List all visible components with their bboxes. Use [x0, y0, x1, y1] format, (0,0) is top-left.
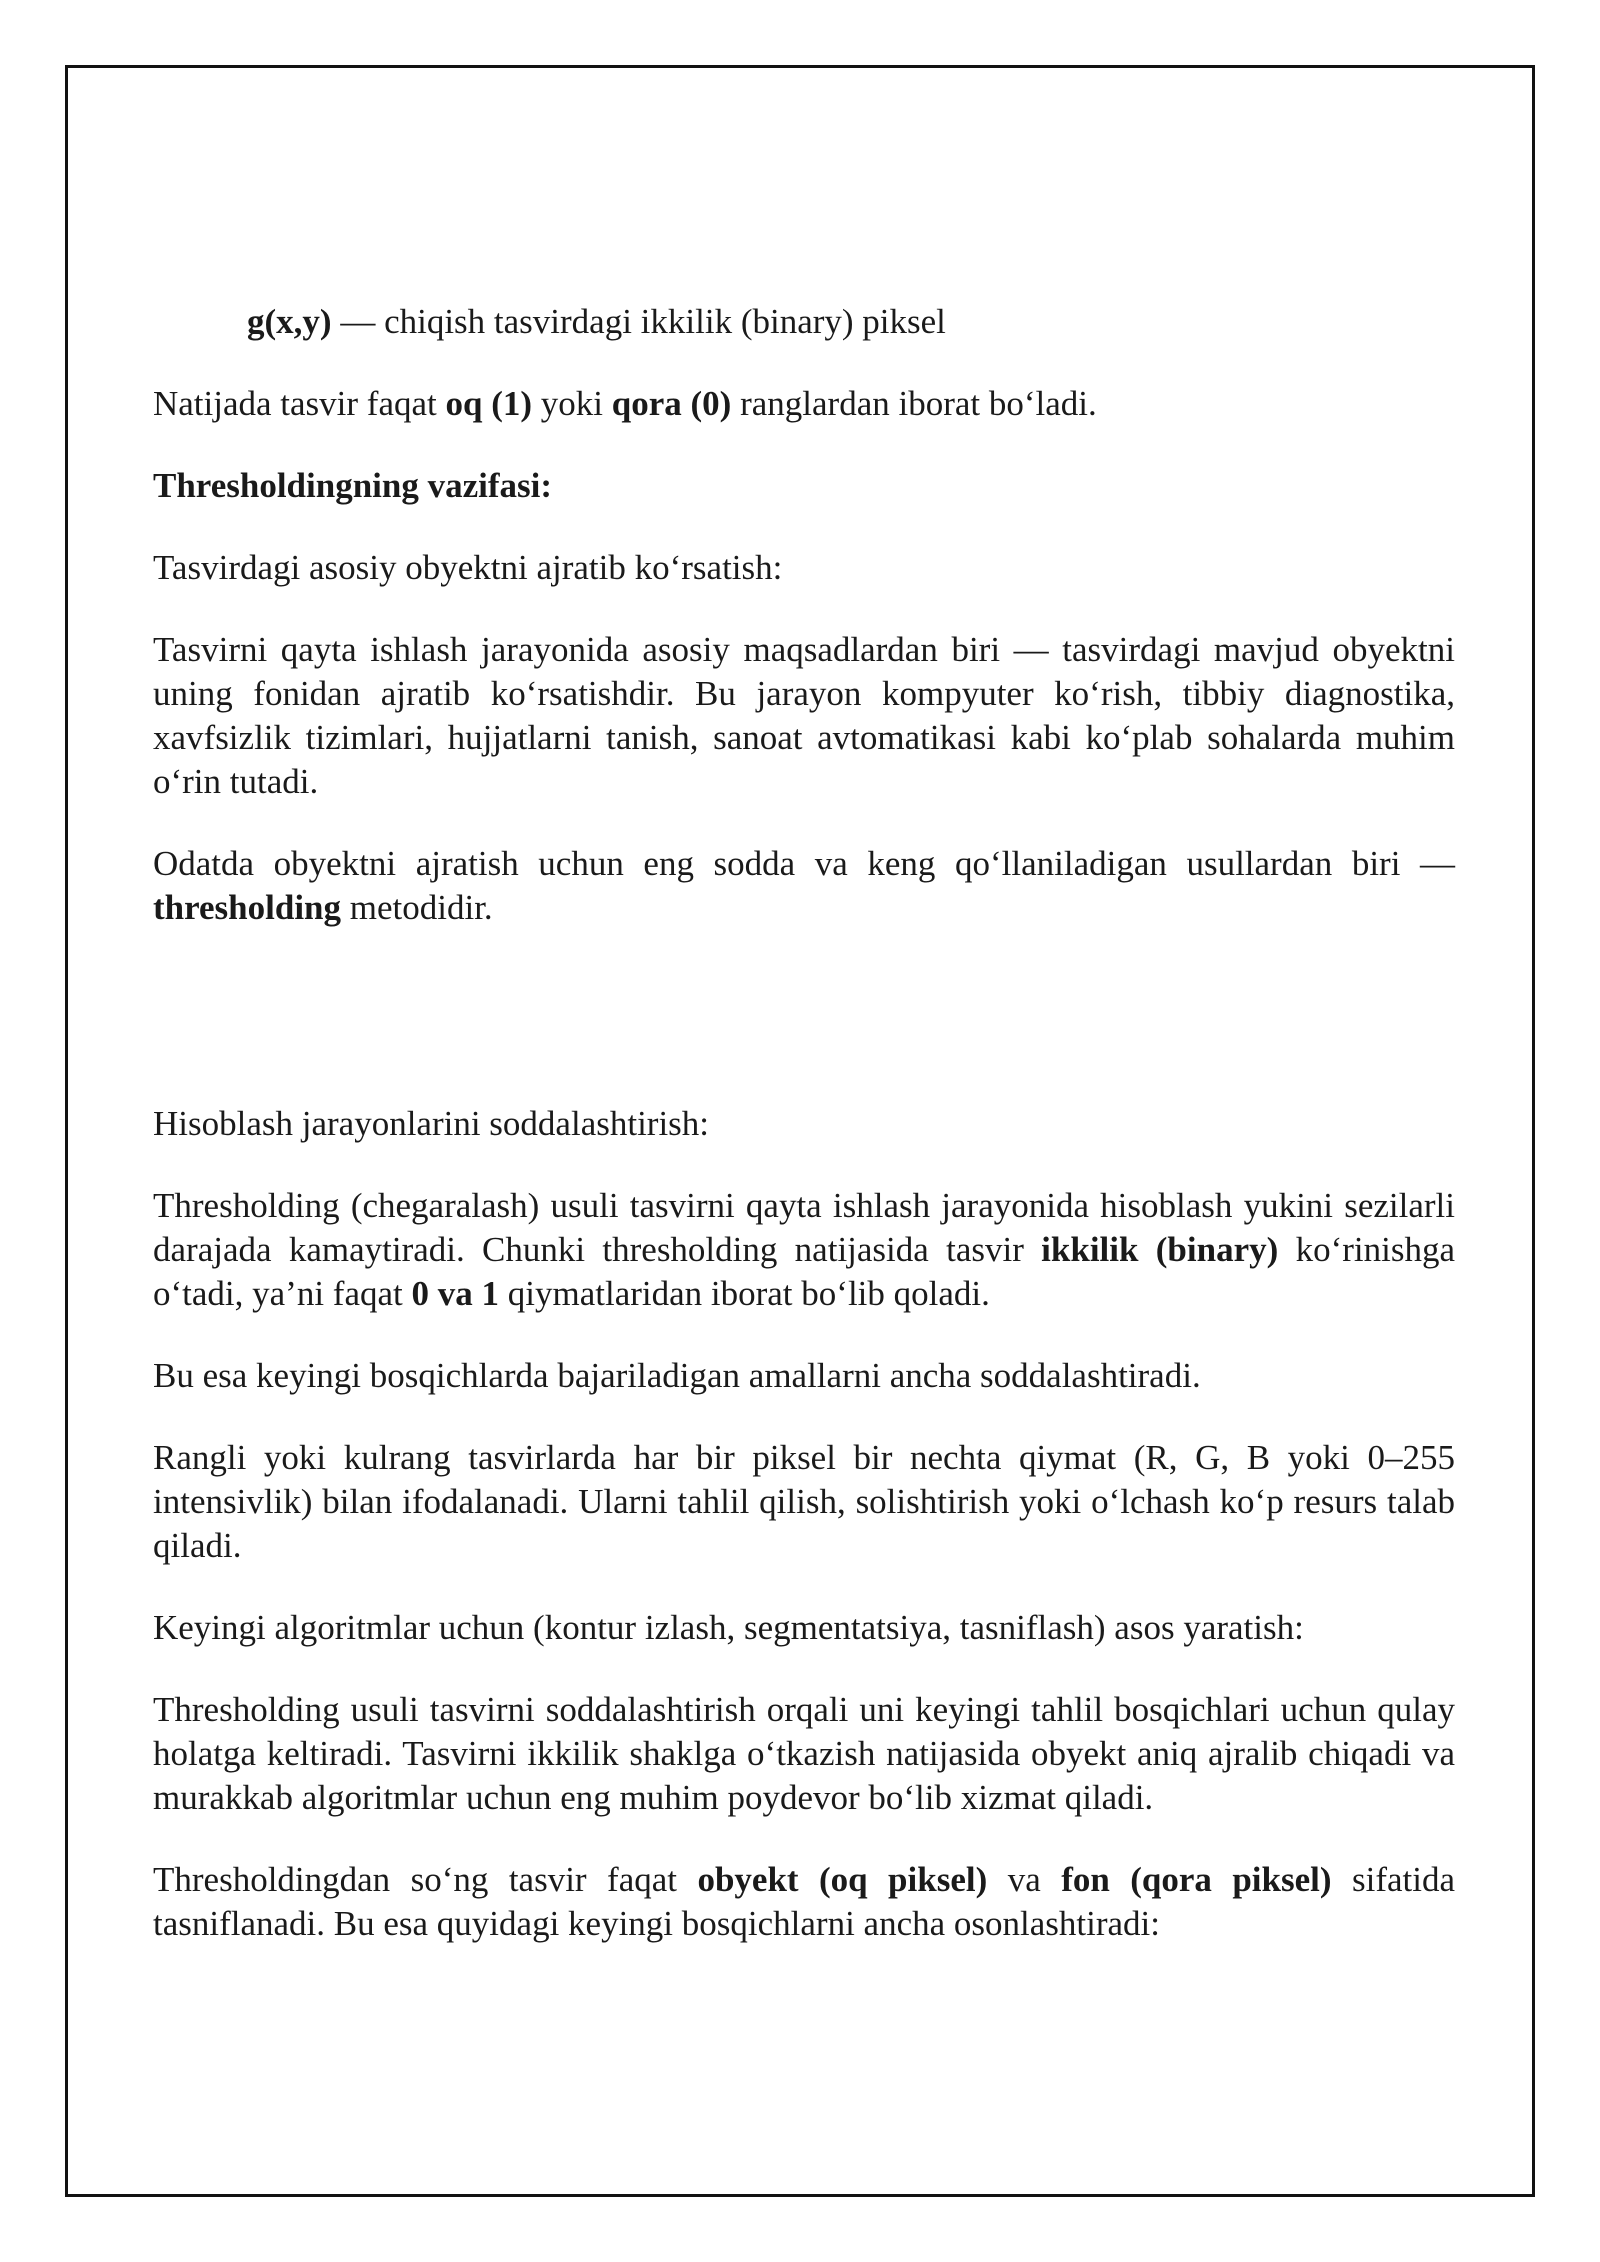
paragraph-next-steps: Bu esa keyingi bosqichlarda bajariladigan amallarni ancha soddalashtiradi. [153, 1356, 1201, 1395]
simplify-bold-values: 0 va 1 [411, 1274, 500, 1313]
paragraph-object: Tasvirni qayta ishlash jarayonida asosiy maqsadlardan biri — tasvirdagi mavjud obyektni uning fonidan ajratib ko‘rsatishdir. Bu jarayon kompyuter ko‘rish, tibbiy diagnostika, xavfsizlik tizimlari, hujjatlarni tanish, sanoat avtomatikasi kabi ko‘plab sohalarda muhim o‘rin tutadi. [153, 630, 1455, 801]
after-text-2: va [987, 1860, 1062, 1899]
after-text-3: sifatida tasniflanadi. Bu esa quyidagi keyingi bosqichlarni ancha osonlashtiradi: [153, 1860, 1456, 1943]
result-text-3: ranglardan iborat bo‘ladi. [731, 384, 1097, 423]
simplify-text-1: Thresholding (chegaralash) usuli tasvirni qayta ishlash jarayonida hisoblash yukini sezilarli darajada kamaytiradi. Chunki thresholding natijasida tasvir [153, 1186, 1455, 1269]
after-text-1: Thresholdingdan so‘ng tasvir faqat [153, 1860, 698, 1899]
result-bold-black: qora (0) [611, 384, 732, 423]
subheading-basis: Keyingi algoritmlar uchun (kontur izlash, segmentatsiya, tasniflash) asos yaratish: [153, 1608, 1304, 1647]
simplify-text-2: ko‘rinishga o‘tadi, ya’ni faqat [153, 1230, 1455, 1313]
paragraph-basis: Thresholding usuli tasvirni soddalashtirish orqali uni keyingi tahlil bosqichlari uchun qulay holatga keltiradi. Tasvirni ikkilik shaklga o‘tkazish natijasida obyekt aniq ajralib chiqadi va murakkab algoritmlar uchun eng muhim poydevor bo‘lib xizmat qiladi. [153, 1690, 1455, 1817]
section-heading-task-text: Thresholdingning vazifasi: [153, 466, 553, 505]
result-text-2: yoki [532, 384, 612, 423]
method-bold-term: thresholding [153, 888, 342, 927]
result-text-1: Natijada tasvir faqat [153, 384, 446, 423]
paragraph-simplify [153, 1184, 1455, 1316]
section-heading-task [153, 464, 1455, 508]
method-text-1: Odatda obyektni ajratish uchun eng sodda va keng qo‘llaniladigan usullardan biri — [153, 844, 1455, 883]
simplify-text-3: qiymatlaridan iborat bo‘lib qoladi. [499, 1274, 990, 1313]
subheading-object: Tasvirdagi asosiy obyektni ajratib ko‘rsatish: [153, 548, 783, 587]
after-bold-object: obyekt (oq piksel) [697, 1860, 988, 1899]
method-text-2: metodidir. [341, 888, 493, 927]
formula-description: — chiqish tasvirdagi ikkilik (binary) piksel [331, 302, 946, 341]
result-line [153, 382, 1455, 426]
paragraph-color: Rangli yoki kulrang tasvirlarda har bir piksel bir nechta qiymat (R, G, B yoki 0–255 intensivlik) bilan ifodalanadi. Ularni tahlil qilish, solishtirish yoki o‘lchash ko‘p resurs talab qiladi. [153, 1438, 1455, 1565]
formula-symbol: g(x,y) [247, 302, 332, 341]
simplify-bold-binary: ikkilik (binary) [1041, 1230, 1279, 1269]
document-body [153, 300, 1455, 1984]
formula-line [153, 300, 1455, 344]
paragraph-method [153, 842, 1455, 930]
paragraph-after [153, 1858, 1455, 1946]
result-bold-white: oq (1) [445, 384, 533, 423]
after-bold-background: fon (qora piksel) [1061, 1860, 1332, 1899]
subheading-simplify: Hisoblash jarayonlarini soddalashtirish: [153, 1104, 710, 1143]
